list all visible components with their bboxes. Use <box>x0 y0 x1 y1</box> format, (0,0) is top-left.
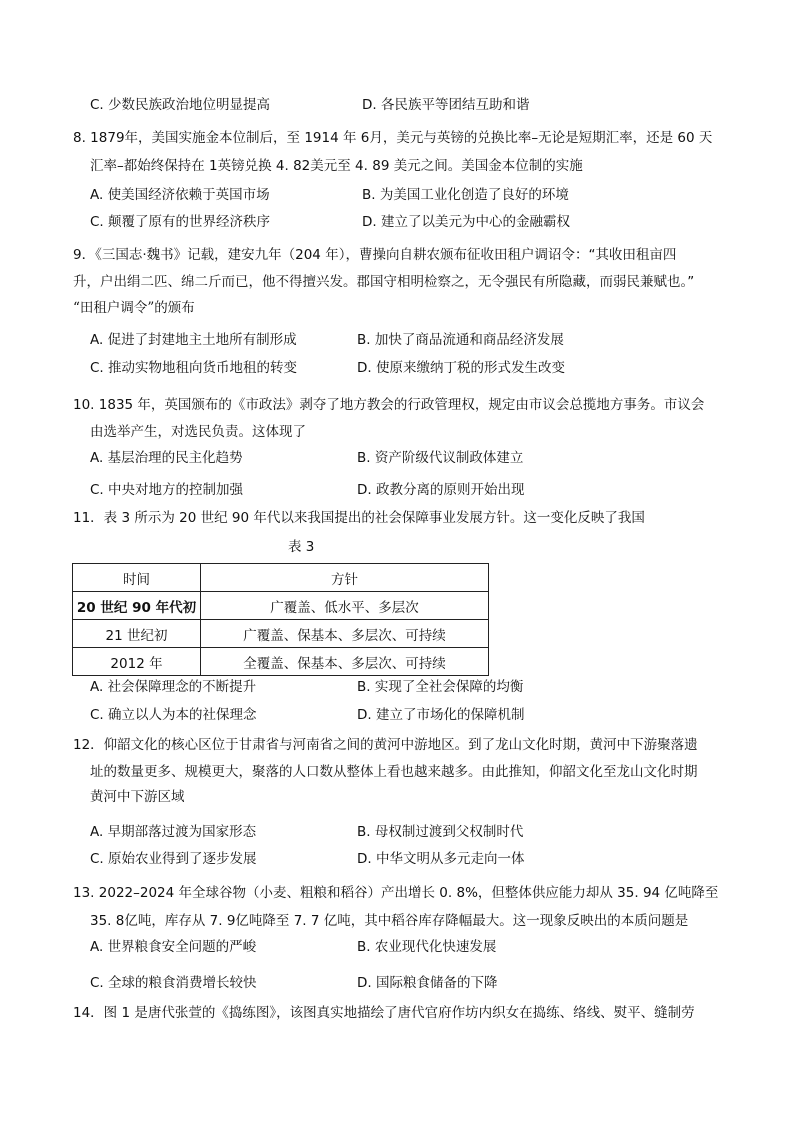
table-cell-time: 2012 年 <box>73 648 201 676</box>
q13-stem-line2: 35. 8亿吨，库存从 7. 9亿吨降至 7. 7 亿吨，其中稻谷库存降幅最大。这一现象反映出的本质问题是 <box>90 913 689 929</box>
table-row <box>73 620 489 648</box>
q12-option-c: C. 原始农业得到了逐步发展 <box>90 851 257 867</box>
q12-option-b: B. 母权制过渡到父权制时代 <box>357 824 524 840</box>
q10-option-a: A. 基层治理的民主化趋势 <box>90 450 243 466</box>
table-row <box>73 592 489 620</box>
q14-stem-line1: 14．图 1 是唐代张萱的《捣练图》，该图真实地描绘了唐代官府作坊内织女在捣练、络线、熨平、缝制劳 <box>73 1005 695 1021</box>
q9-option-c: C. 推动实物地租向货币地租的转变 <box>90 360 298 376</box>
q7-option-d: D. 各民族平等团结互助和谐 <box>362 97 530 113</box>
table-caption: 表 3 <box>288 539 315 555</box>
q13-option-c: C. 全球的粮食消费增长较快 <box>90 975 257 991</box>
q7-option-c: C. 少数民族政治地位明显提高 <box>90 97 271 113</box>
table-header-policy: 方针 <box>201 564 489 592</box>
q10-stem-line1: 10. 1835 年，英国颁布的《市政法》剥夺了地方教会的行政管理权，规定由市议会总揽地方事务。市议会 <box>73 397 705 413</box>
q11-option-d: D. 建立了市场化的保障机制 <box>357 707 525 723</box>
q10-option-d: D. 政教分离的原则开始出现 <box>357 482 525 498</box>
q9-stem-line1: 9．《三国志·魏书》记载，建安九年（204 年），曹操向自耕农颁布征收田租户调诏令：“其收田租亩四 <box>73 247 677 263</box>
q10-option-b: B. 资产阶级代议制政体建立 <box>357 450 524 466</box>
q12-stem-line3: 黄河中下游区域 <box>90 789 185 805</box>
q13-option-d: D. 国际粮食储备的下降 <box>357 975 498 991</box>
q8-option-d: D. 建立了以美元为中心的金融霸权 <box>362 214 570 230</box>
q9-stem-line3: “田租户调令”的颁布 <box>73 300 195 316</box>
q13-stem-line1: 13. 2022–2024 年全球谷物（小麦、粗粮和稻谷）产出增长 0. 8%，但整体供应能力却从 35. 94 亿吨降至 <box>73 885 719 901</box>
policy-table <box>72 563 489 676</box>
q8-option-c: C. 颠覆了原有的世界经济秩序 <box>90 214 271 230</box>
table-row <box>73 648 489 676</box>
q9-option-a: A. 促进了封建地主土地所有制形成 <box>90 332 297 348</box>
q12-stem-line1: 12．仰韶文化的核心区位于甘肃省与河南省之间的黄河中游地区。到了龙山文化时期，黄河中下游聚落遗 <box>73 737 698 753</box>
q11-option-c: C. 确立以人为本的社保理念 <box>90 707 257 723</box>
q10-stem-line2: 由选举产生，对选民负责。这体现了 <box>90 424 306 440</box>
table-header-row <box>73 564 489 592</box>
table-cell-policy: 广覆盖、保基本、多层次、可持续 <box>201 620 489 648</box>
q8-option-a: A. 使美国经济依赖于英国市场 <box>90 187 270 203</box>
q9-option-b: B. 加快了商品流通和商品经济发展 <box>357 332 564 348</box>
table-cell-policy: 全覆盖、保基本、多层次、可持续 <box>201 648 489 676</box>
table-cell-time: 20 世纪 90 年代初 <box>73 592 201 620</box>
table-cell-time: 21 世纪初 <box>73 620 201 648</box>
q11-stem-line1: 11．表 3 所示为 20 世纪 90 年代以来我国提出的社会保障事业发展方针。这一变化反映了我国 <box>73 510 645 526</box>
q9-stem-line2: 升，户出绢二匹、绵二斤而已，他不得擅兴发。郡国守相明检察之，无令强民有所隐藏，而弱民兼赋也。” <box>73 274 695 290</box>
q8-option-b: B. 为美国工业化创造了良好的环境 <box>362 187 569 203</box>
q12-stem-line2: 址的数量更多、规模更大，聚落的人口数从整体上看也越来越多。由此推知，仰韶文化至龙山文化时期 <box>90 764 698 780</box>
q9-option-d: D. 使原来缴纳丁税的形式发生改变 <box>357 360 565 376</box>
q13-option-a: A. 世界粮食安全问题的严峻 <box>90 939 257 955</box>
q11-option-b: B. 实现了全社会保障的均衡 <box>357 679 524 695</box>
q13-option-b: B. 农业现代化快速发展 <box>357 939 497 955</box>
q8-stem-line1: 8. 1879年，美国实施金本位制后，至 1914 年 6月，美元与英镑的兑换比率–无论是短期汇率，还是 60 天 <box>73 130 713 146</box>
q11-option-a: A. 社会保障理念的不断提升 <box>90 679 257 695</box>
q10-option-c: C. 中央对地方的控制加强 <box>90 482 244 498</box>
table-cell-policy: 广覆盖、低水平、多层次 <box>201 592 489 620</box>
q12-option-a: A. 早期部落过渡为国家形态 <box>90 824 257 840</box>
q12-option-d: D. 中华文明从多元走向一体 <box>357 851 525 867</box>
q8-stem-line2: 汇率–都始终保持在 1英镑兑换 4. 82美元至 4. 89 美元之间。美国金本位制的实施 <box>90 158 583 174</box>
table-header-time: 时间 <box>73 564 201 592</box>
